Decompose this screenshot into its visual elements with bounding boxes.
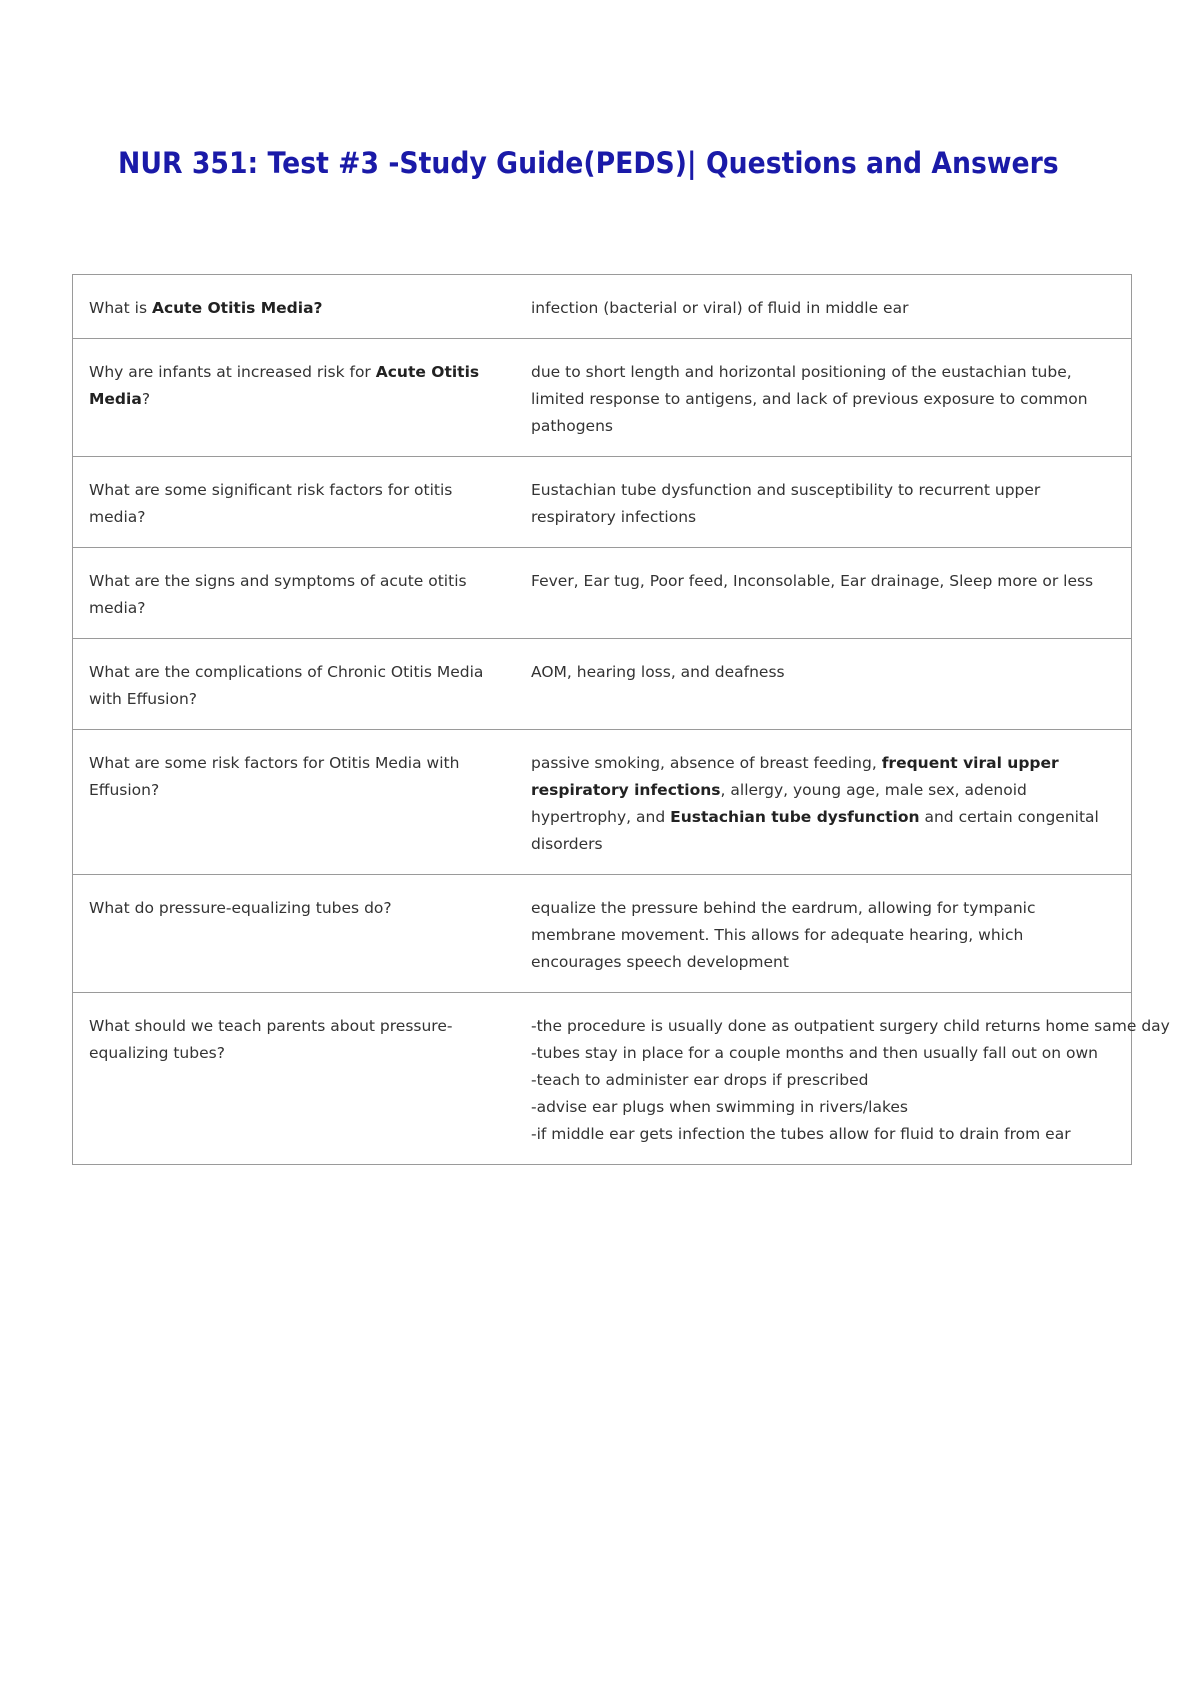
question-emphasis: Acute Otitis Media? bbox=[151, 299, 323, 317]
answer-text: infection (bacterial or viral) of fluid in middle ear bbox=[531, 299, 909, 317]
question-text: What are some risk factors for Otitis Media with Effusion? bbox=[89, 754, 460, 799]
answer-text: AOM, hearing loss, and deafness bbox=[531, 663, 785, 681]
question-text: What are the signs and symptoms of acute otitis media? bbox=[89, 572, 467, 617]
qa-row bbox=[73, 993, 1132, 1165]
qa-table-body bbox=[73, 275, 1170, 1165]
question-cell bbox=[73, 275, 516, 339]
question-cell bbox=[73, 639, 516, 730]
answer-emphasis: Eustachian tube dysfunction bbox=[670, 808, 920, 826]
answer-cell bbox=[515, 339, 1132, 457]
answer-list-item: -if middle ear gets infection the tubes allow for fluid to drain from ear bbox=[531, 1125, 1071, 1143]
question-text: What are the complications of Chronic Otitis Media with Effusion? bbox=[89, 663, 484, 708]
answer-emphasis: frequent viral upper respiratory infections bbox=[531, 754, 1059, 799]
question-text: What is bbox=[89, 299, 152, 317]
qa-row bbox=[73, 548, 1132, 639]
question-cell bbox=[73, 457, 516, 548]
qa-row bbox=[73, 730, 1132, 875]
answer-list-item: -advise ear plugs when swimming in rivers/lakes bbox=[531, 1098, 908, 1116]
qa-row bbox=[73, 639, 1132, 730]
question-text: What do pressure-equalizing tubes do? bbox=[89, 899, 392, 917]
answer-text: equalize the pressure behind the eardrum, allowing for tympanic membrane movement. This allows for adequate hearing, which encourages speech development bbox=[531, 899, 1036, 971]
question-cell bbox=[73, 875, 516, 993]
question-cell bbox=[73, 730, 516, 875]
answer-cell bbox=[515, 275, 1132, 339]
answer-text: passive smoking, absence of breast feeding, bbox=[531, 754, 882, 772]
question-text: ? bbox=[141, 390, 151, 408]
question-text: What are some significant risk factors for otitis media? bbox=[89, 481, 453, 526]
answer-cell bbox=[515, 548, 1132, 639]
answer-paragraph bbox=[531, 659, 1115, 686]
answer-paragraph bbox=[531, 359, 1115, 440]
answer-cell bbox=[515, 457, 1132, 548]
question-cell bbox=[73, 548, 516, 639]
qa-row bbox=[73, 875, 1132, 993]
answer-text: and certain congenital disorders bbox=[531, 808, 1099, 853]
answer-list-item: -the procedure is usually done as outpatient surgery child returns home same day bbox=[531, 1017, 1170, 1035]
qa-row bbox=[73, 457, 1132, 548]
answer-paragraph bbox=[531, 477, 1115, 531]
answer-list-item: -tubes stay in place for a couple months and then usually fall out on own bbox=[531, 1044, 1098, 1062]
qa-row bbox=[73, 339, 1132, 457]
answer-paragraph bbox=[531, 568, 1115, 595]
answer-text: Eustachian tube dysfunction and susceptibility to recurrent upper respiratory infections bbox=[531, 481, 1041, 526]
answer-paragraph bbox=[531, 895, 1115, 976]
question-cell bbox=[73, 339, 516, 457]
question-text: Why are infants at increased risk for bbox=[89, 363, 376, 381]
answer-text: due to short length and horizontal positioning of the eustachian tube, limited response to antigens, and lack of previous exposure to common pathogens bbox=[531, 363, 1088, 435]
qa-row bbox=[73, 275, 1132, 339]
answer-paragraph bbox=[531, 295, 1115, 322]
answer-cell bbox=[515, 993, 1170, 1165]
answer-text: , allergy, young age, male sex, adenoid hypertrophy, and bbox=[531, 781, 1027, 826]
answer-cell bbox=[515, 875, 1132, 993]
question-cell bbox=[73, 993, 516, 1165]
answer-paragraph bbox=[531, 750, 1115, 858]
question-text: What should we teach parents about pressure-equalizing tubes? bbox=[89, 1017, 453, 1062]
answer-cell bbox=[515, 730, 1132, 875]
answer-cell bbox=[515, 639, 1132, 730]
qa-table bbox=[72, 274, 1170, 1165]
answer-list-item: -teach to administer ear drops if prescribed bbox=[531, 1071, 869, 1089]
page-title: NUR 351: Test #3 -Study Guide(PEDS)| Questions and Answers bbox=[118, 146, 1059, 180]
answer-text: Fever, Ear tug, Poor feed, Inconsolable, Ear drainage, Sleep more or less bbox=[531, 572, 1094, 590]
question-emphasis: Acute Otitis Media bbox=[89, 363, 480, 408]
